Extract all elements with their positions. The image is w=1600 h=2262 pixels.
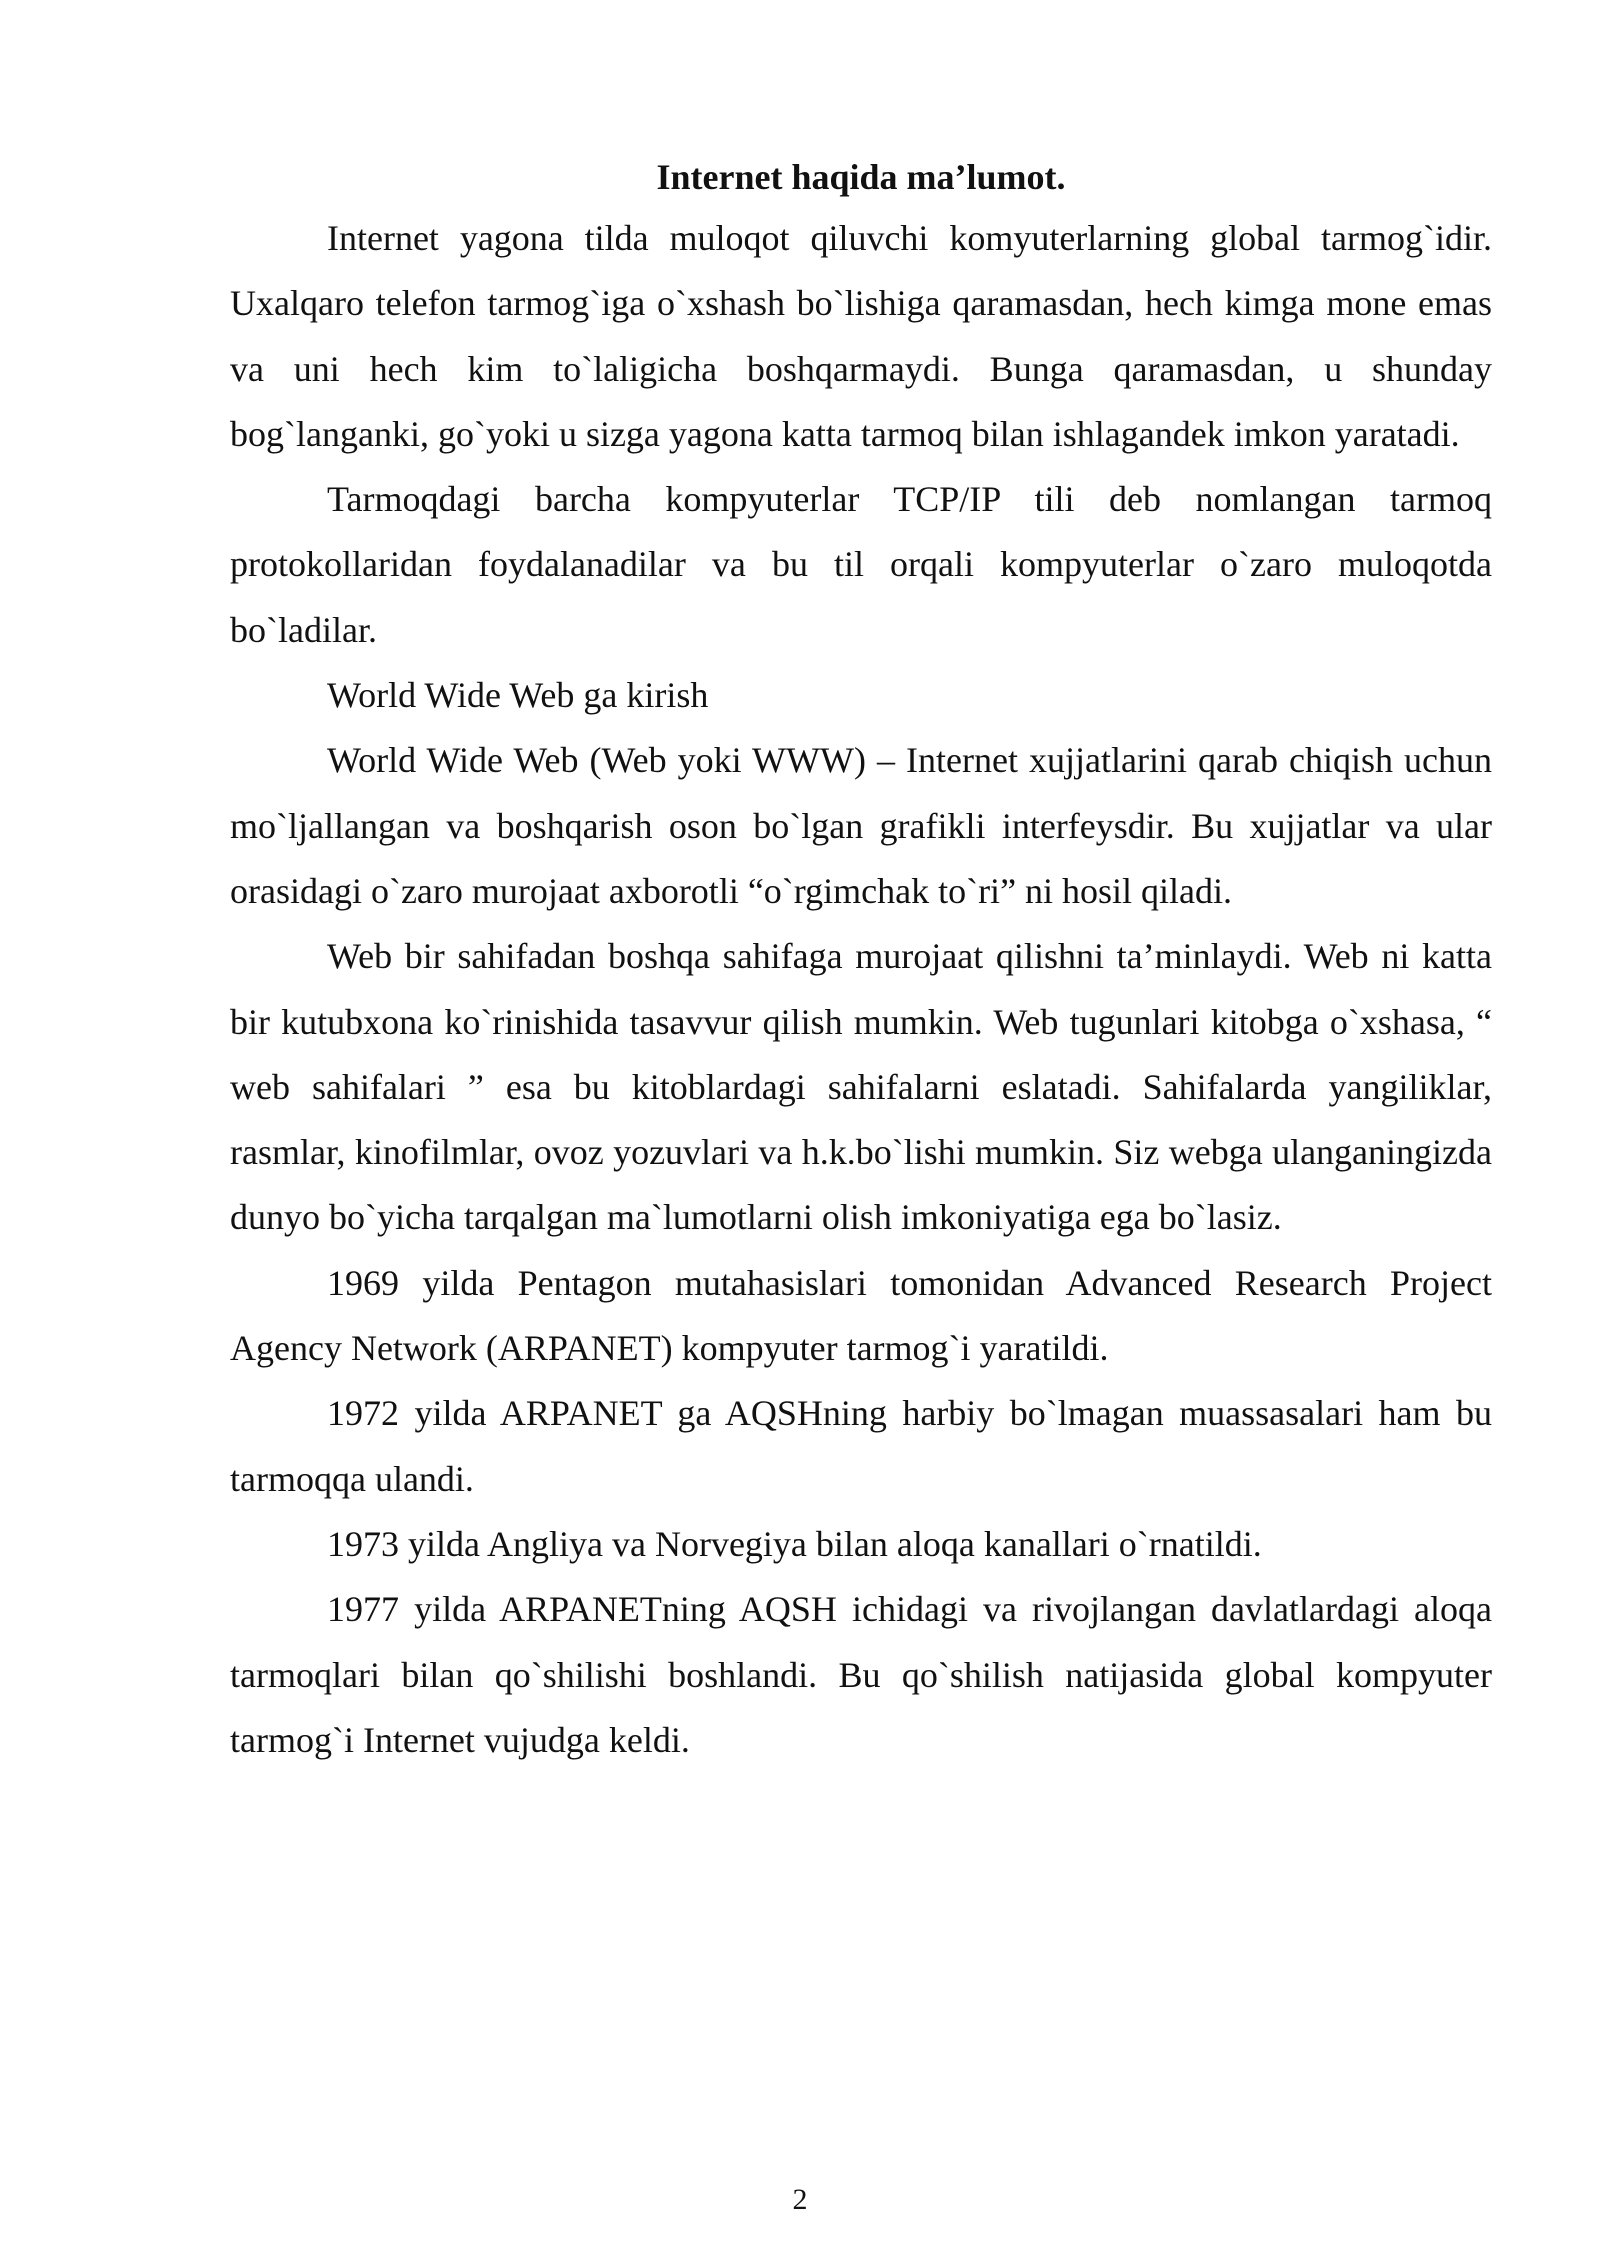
page-number: 2 [792, 2183, 808, 2216]
paragraph-www-definition: World Wide Web (Web yoki WWW) – Internet xujjatlarini qarab chiqish uchun mo`ljallangan va boshqarish oson bo`lgan grafikli interfeysdir. Bu xujjatlar va ular orasidagi o`zaro murojaat axborotli “o`rgimchak to`ri” ni hosil qiladi. [230, 740, 1492, 911]
paragraph-1969: 1969 yilda Pentagon mutahasislari tomonidan Advanced Research Project Agency Network (ARPANET) kompyuter tarmog`i yaratildi. [230, 1262, 1492, 1369]
paragraph-internet-definition: Internet yagona tilda muloqot qiluvchi komyuterlarning global tarmog`idir. Uxalqaro telefon tarmog`iga o`xshash bo`lishiga qaramasdan, hech kimga mone emas va uni hech kim to`laligicha boshqarmaydi. Bunga qaramasdan, u shunday bog`langanki, go`yoki u sizga yagona katta tarmoq bilan ishlagandek imkon yaratadi. [230, 218, 1492, 454]
paragraph-1972: 1972 yilda ARPANET ga AQSHning harbiy bo`lmagan muassasalari ham bu tarmoqqa ulandi. [230, 1393, 1492, 1499]
paragraph-tcp-ip: Tarmoqdagi barcha kompyuterlar TCP/IP tili deb nomlangan tarmoq protokollaridan foydalanadilar va bu til orqali kompyuterlar o`zaro muloqotda bo`ladilar. [230, 479, 1492, 650]
document-body [230, 148, 1492, 1773]
paragraph-1977: 1977 yilda ARPANETning AQSH ichidagi va rivojlangan davlatlardagi aloqa tarmoqlari bilan qo`shilishi boshlandi. Bu qo`shilish natijasida global kompyuter tarmog`i Internet vujudga keldi. [230, 1589, 1492, 1760]
paragraph-1973: 1973 yilda Angliya va Norvegiya bilan aloqa kanallari o`rnatildi. [327, 1523, 1262, 1564]
document-title: Internet haqida ma’lumot. [656, 157, 1066, 197]
paragraph-web-library: Web bir sahifadan boshqa sahifaga murojaat qilishni ta’minlaydi. Web ni katta bir kutubxona ko`rinishida tasavvur qilish mumkin. Web tugunlari kitobga o`xshasa, “ web sahifalari ” esa bu kitoblardagi sahifalarni eslatadi. Sahifalarda yangiliklar, rasmlar, kinofilmlar, ovoz yozuvlari va h.k.bo`lishi mumkin. Siz webga ulanganingizda dunyo bo`yicha tarqalgan ma`lumotlarni olish imkoniyatiga ega bo`lasiz. [230, 936, 1492, 1238]
paragraph-www-heading: World Wide Web ga kirish [327, 675, 709, 716]
